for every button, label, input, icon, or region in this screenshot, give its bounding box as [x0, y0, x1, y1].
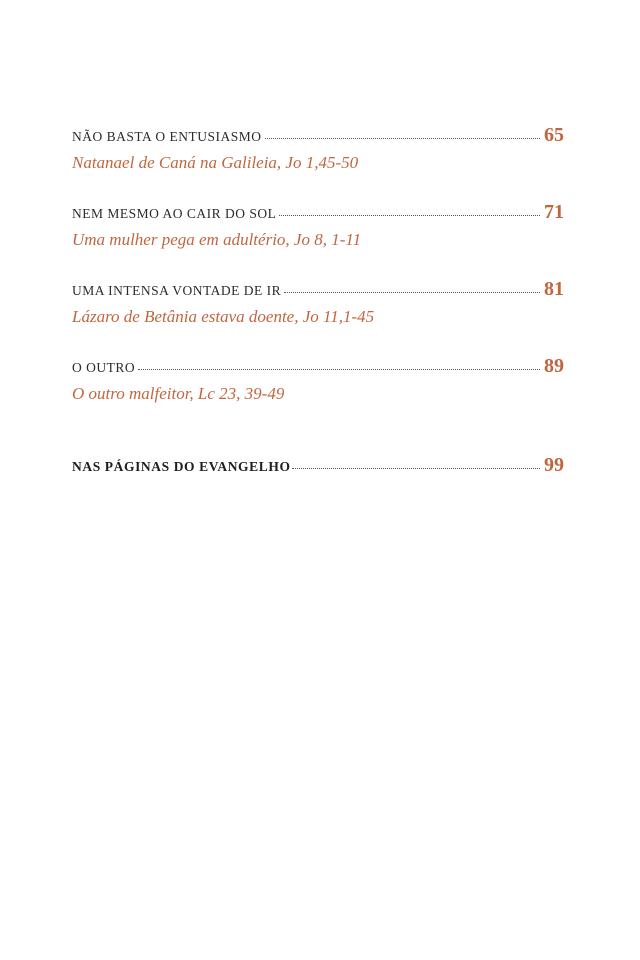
dot-leader	[138, 369, 540, 370]
chapter-title: UMA INTENSA VONTADE DE IR	[72, 283, 282, 298]
table-of-contents	[72, 124, 564, 505]
toc-entry-row	[72, 201, 564, 224]
dot-leader	[284, 292, 540, 293]
chapter-subtitle: O outro malfeitor, Lc 23, 39-49	[72, 384, 285, 403]
toc-entry	[72, 124, 564, 173]
chapter-subtitle: Uma mulher pega em adultério, Jo 8, 1-11	[72, 230, 362, 249]
dot-leader	[265, 138, 540, 139]
dot-leader	[292, 468, 540, 469]
section-title: NAS PÁGINAS DO EVANGELHO	[72, 459, 291, 474]
chapter-subtitle: Lázaro de Betânia estava doente, Jo 11,1-45	[72, 307, 375, 326]
toc-entry-row	[72, 454, 564, 477]
chapter-title: O OUTRO	[72, 360, 136, 375]
page-number: 99	[544, 454, 564, 476]
chapter-subtitle: Natanael de Caná na Galileia, Jo 1,45-50	[72, 153, 359, 172]
page-number: 89	[544, 355, 564, 377]
page-number: 71	[544, 201, 564, 223]
toc-entry-row	[72, 124, 564, 147]
page-number: 65	[544, 124, 564, 146]
toc-entry	[72, 278, 564, 327]
chapter-title: NÃO BASTA O ENTUSIASMO	[72, 129, 262, 144]
chapter-title: NEM MESMO AO CAIR DO SOL	[72, 206, 277, 221]
toc-entry	[72, 355, 564, 404]
dot-leader	[279, 215, 540, 216]
toc-final-entry	[72, 454, 564, 477]
toc-entry	[72, 201, 564, 250]
toc-entry-row	[72, 278, 564, 301]
page-number: 81	[544, 278, 564, 300]
toc-entry-row	[72, 355, 564, 378]
